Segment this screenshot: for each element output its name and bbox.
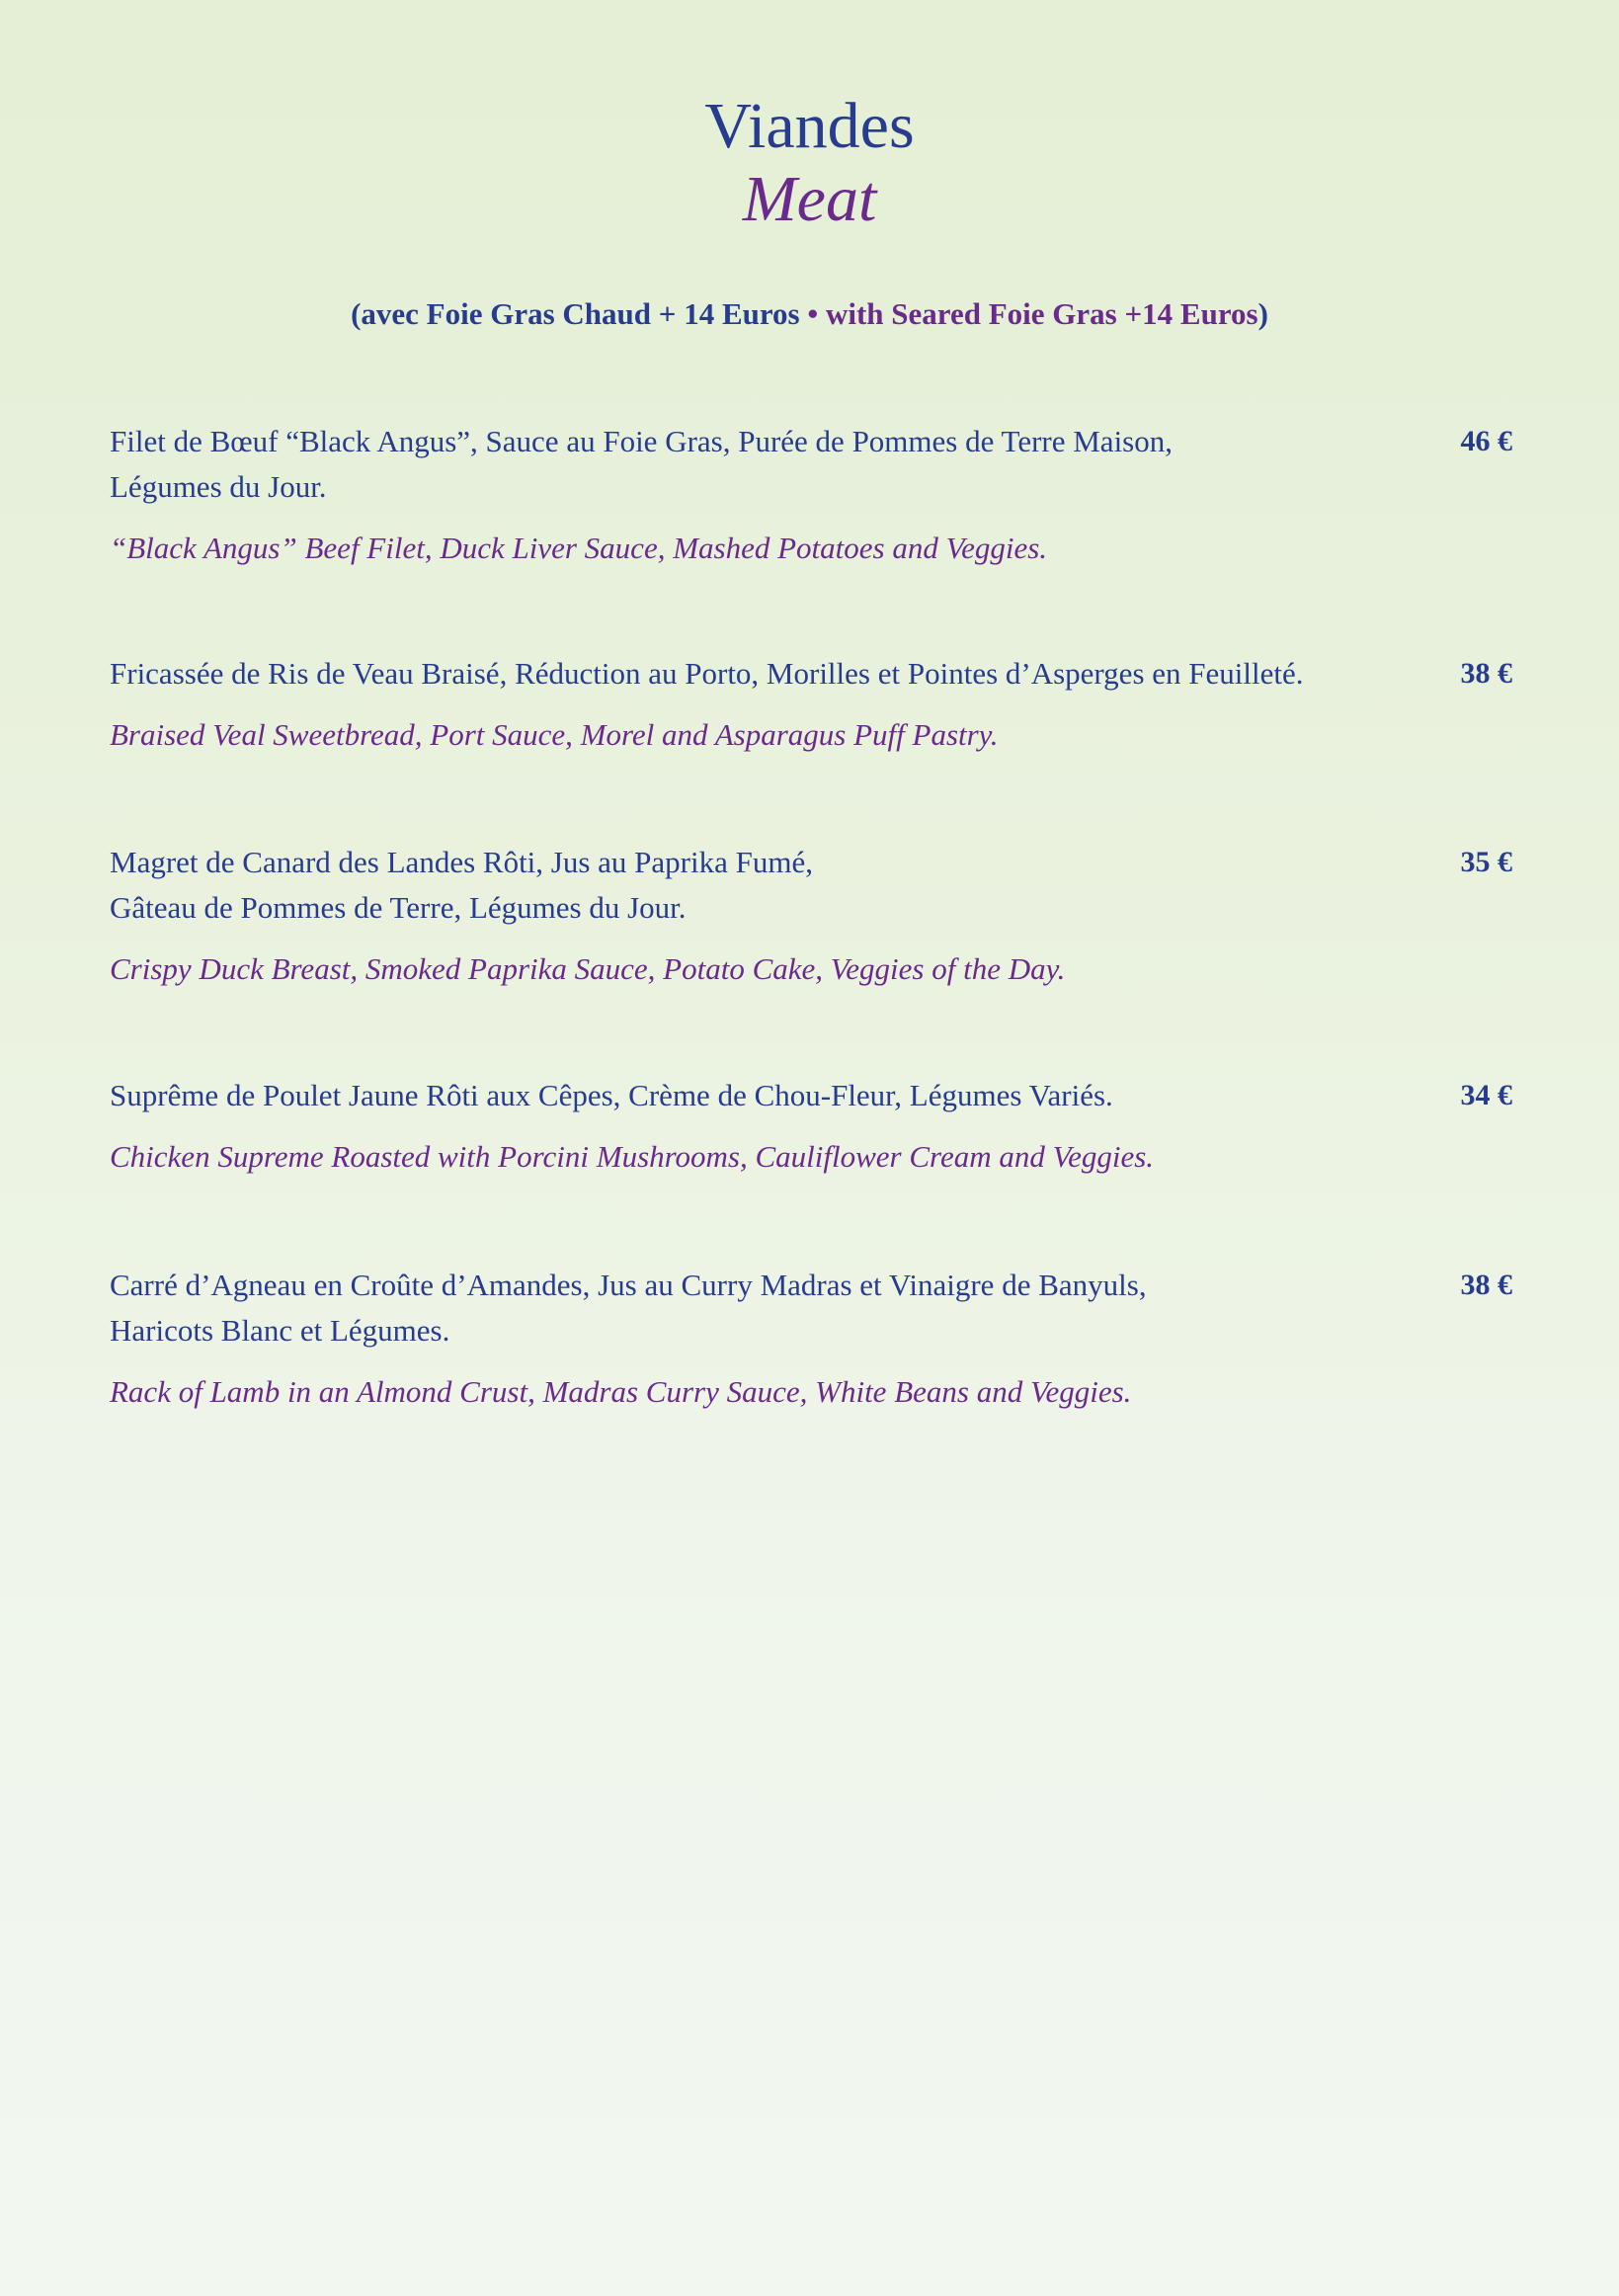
page-title-french: Viandes — [704, 90, 915, 162]
menu-item-english-description: “Black Angus” Beef Filet, Duck Liver Sauce, Mashed Potatoes and Veggies. — [110, 531, 1048, 565]
menu-item-french-description: Fricassée de Ris de Veau Braisé, Réduction au Porto, Morilles et Pointes d’Asperges en Feuilleté. — [110, 656, 1304, 691]
menu-item-price: 38 € — [1460, 657, 1512, 690]
menu-item-french-description: Magret de Canard des Landes Rôti, Jus au Paprika Fumé, Gâteau de Pommes de Terre, Légumes du Jour. — [110, 845, 813, 925]
supplement-close-paren: ) — [1257, 296, 1268, 331]
menu-item-french-description: Suprême de Poulet Jaune Rôti aux Cêpes, Crème de Chou-Fleur, Légumes Variés. — [110, 1078, 1113, 1112]
menu-item-beef-filet — [110, 419, 1512, 571]
page-header — [0, 90, 1619, 235]
menu-item-price: 34 € — [1460, 1079, 1512, 1111]
menu-item-price: 35 € — [1460, 846, 1512, 878]
foie-gras-supplement-note — [0, 296, 1619, 332]
menu-item-english-description: Braised Veal Sweetbread, Port Sauce, Morel and Asparagus Puff Pastry. — [110, 717, 999, 752]
menu-item-price: 46 € — [1460, 425, 1512, 457]
supplement-separator: • — [799, 296, 826, 331]
menu-item-english-description: Chicken Supreme Roasted with Porcini Mushrooms, Cauliflower Cream and Veggies. — [110, 1139, 1155, 1174]
supplement-english: with Seared Foie Gras +14 Euros — [825, 296, 1258, 331]
menu-item-english-description: Rack of Lamb in an Almond Crust, Madras Curry Sauce, White Beans and Veggies. — [110, 1374, 1132, 1409]
supplement-open-paren: ( — [351, 296, 362, 331]
menu-item-english-description: Crispy Duck Breast, Smoked Paprika Sauce, Potato Cake, Veggies of the Day. — [110, 951, 1066, 986]
menu-item-price: 38 € — [1460, 1269, 1512, 1301]
page-title-english: Meat — [742, 163, 877, 235]
menu-item-rack-of-lamb — [110, 1263, 1512, 1415]
supplement-french: avec Foie Gras Chaud + 14 Euros — [361, 296, 800, 331]
menu-item-french-description: Filet de Bœuf “Black Angus”, Sauce au Foie Gras, Purée de Pommes de Terre Maison, Légumes du Jour. — [110, 424, 1173, 504]
menu-item-duck-breast — [110, 840, 1512, 992]
menu-item-veal-sweetbread — [110, 651, 1512, 758]
menu-item-chicken-supreme — [110, 1073, 1512, 1180]
menu-item-french-description: Carré d’Agneau en Croûte d’Amandes, Jus au Curry Madras et Vinaigre de Banyuls, Haricots Blanc et Légumes. — [110, 1268, 1147, 1348]
